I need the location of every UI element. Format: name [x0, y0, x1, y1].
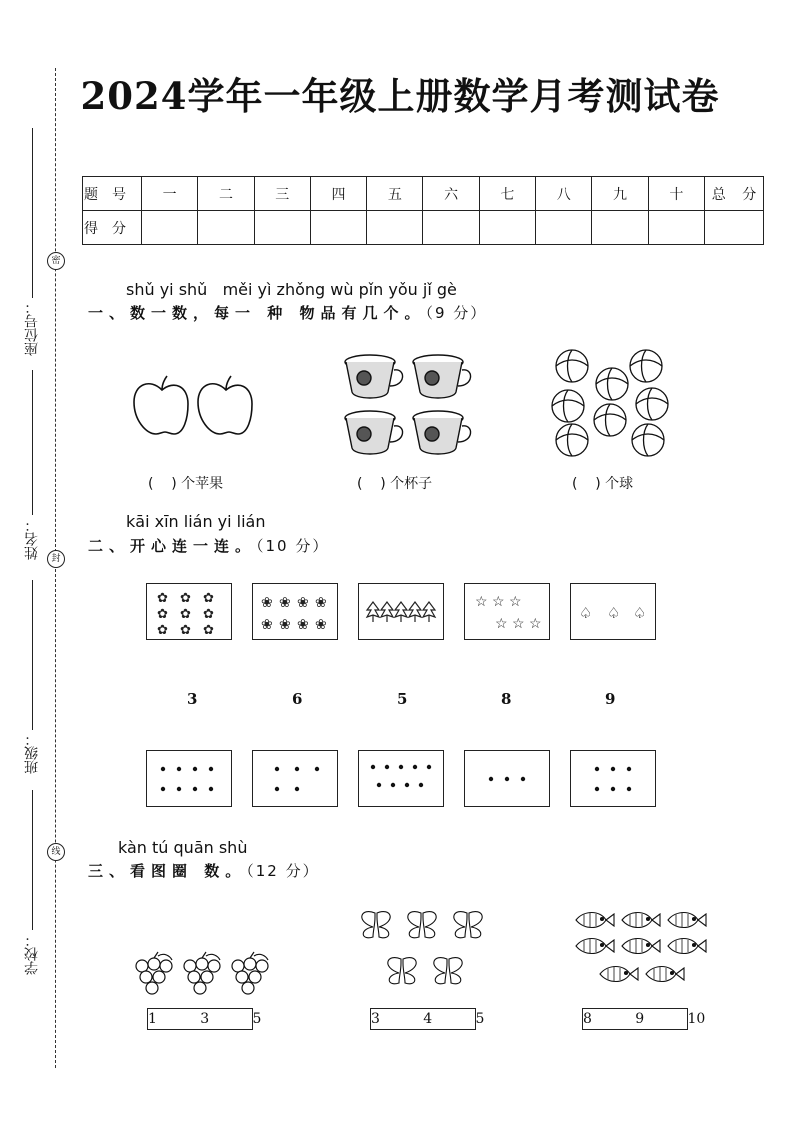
dot-box-3[interactable]	[464, 750, 550, 807]
dots-8	[147, 751, 231, 806]
score-cell[interactable]	[310, 211, 366, 245]
q3-title	[88, 860, 320, 881]
score-cell[interactable]	[705, 211, 764, 245]
flower-icon: ❀	[279, 617, 291, 633]
spade-icon: ♤	[579, 604, 593, 622]
ball	[596, 368, 628, 400]
fish	[576, 939, 614, 954]
choice-box-butterflies[interactable]: 3 4 5	[370, 1008, 476, 1030]
leaf-icon	[367, 602, 379, 622]
fish	[600, 967, 638, 982]
score-cell[interactable]	[423, 211, 479, 245]
grape-bunch	[136, 952, 172, 994]
score-table-header-row	[83, 177, 764, 211]
dot-box-5[interactable]	[252, 750, 338, 807]
ball	[556, 424, 588, 456]
score-label: 得分	[83, 211, 142, 245]
seal-circle-mi: 密	[47, 252, 65, 270]
col-8: 八	[536, 177, 592, 211]
binding-dashed-line	[55, 68, 56, 1068]
spades-3-icons	[571, 584, 655, 639]
q2-pinyin: kāi xīn lián yi lián	[126, 512, 266, 531]
cup	[413, 355, 471, 398]
score-table-score-row	[83, 211, 764, 245]
dot-box-8[interactable]	[146, 750, 232, 807]
q1-caption-cups: ( ) 个杯子	[357, 476, 433, 492]
cup	[345, 411, 403, 454]
star-icon: ☆	[529, 616, 542, 632]
fish	[622, 939, 660, 954]
stars-6-icons	[465, 584, 549, 639]
score-cell[interactable]	[142, 211, 198, 245]
score-cell[interactable]	[479, 211, 535, 245]
seat-number-label: 座位号：	[24, 300, 40, 356]
seal-circle-feng: 封	[47, 550, 65, 568]
school-line	[32, 790, 33, 930]
star-icon: ☆	[492, 594, 505, 610]
class-label: 班级：	[24, 732, 40, 774]
leaf-icon	[395, 602, 407, 622]
choice-box-fish[interactable]: 8 9 10	[582, 1008, 688, 1030]
page-title: 2024学年一年级上册数学月考测试卷	[80, 74, 720, 118]
star-icon: ☆	[495, 616, 508, 632]
dots-6	[571, 751, 655, 806]
name-line	[32, 370, 33, 515]
match-number[interactable]: 3	[187, 690, 198, 708]
q1-points: （9 分）	[425, 304, 488, 322]
q1-caption-apples: ( ) 个苹果	[148, 476, 224, 492]
fish-illustration	[572, 908, 712, 1002]
q2-title-text: 二、开心连一连。	[88, 537, 257, 555]
col-total: 总 分	[705, 177, 764, 211]
flower-icon: ✿	[157, 591, 168, 606]
flowers-9-icons	[147, 584, 231, 639]
flower-icon: ❀	[297, 617, 309, 633]
flower-icon: ❀	[261, 595, 273, 611]
grape-bunch	[184, 952, 220, 994]
apple	[198, 384, 252, 434]
class-line	[32, 580, 33, 730]
apple	[134, 384, 188, 434]
butterfly	[454, 912, 482, 938]
score-cell[interactable]	[592, 211, 648, 245]
q1-title	[88, 302, 487, 323]
q3-points: （12 分）	[246, 862, 320, 880]
match-number[interactable]: 5	[397, 690, 408, 708]
butterfly	[408, 912, 436, 938]
col-6: 六	[423, 177, 479, 211]
flower-icon: ✿	[203, 607, 214, 622]
flower-icon: ❀	[279, 595, 291, 611]
butterfly	[434, 958, 462, 984]
balls-illustration	[548, 348, 670, 460]
q2-title	[88, 535, 329, 556]
picture-box-spades-3[interactable]	[570, 583, 656, 640]
picture-box-leaves-5[interactable]	[358, 583, 444, 640]
score-cell[interactable]	[648, 211, 704, 245]
star-icon: ☆	[475, 594, 488, 610]
grapes-illustration	[130, 950, 278, 1000]
col-9: 九	[592, 177, 648, 211]
score-cell[interactable]	[254, 211, 310, 245]
flower-icon: ❀	[261, 617, 273, 633]
dot-box-6[interactable]	[570, 750, 656, 807]
flowers-8-icons	[253, 584, 337, 639]
leaf-icon	[381, 602, 393, 622]
col-5: 五	[367, 177, 423, 211]
q3-pinyin: kàn tú quān shù	[118, 838, 248, 857]
score-cell[interactable]	[198, 211, 254, 245]
butterfly	[362, 912, 390, 938]
seat-line	[32, 128, 33, 298]
seal-circle-xian: 线	[47, 843, 65, 861]
school-label: 学校：	[24, 933, 40, 975]
leaves-5-icons	[359, 584, 443, 639]
spade-icon: ♤	[633, 604, 647, 622]
dot-box-9[interactable]	[358, 750, 444, 807]
match-number[interactable]: 8	[501, 690, 512, 708]
dots-3	[465, 751, 549, 806]
ball	[630, 350, 662, 382]
star-icon: ☆	[512, 616, 525, 632]
question-number-label: 题号	[83, 177, 142, 211]
score-table	[82, 176, 764, 245]
flower-icon: ❀	[315, 595, 327, 611]
name-label: 姓名：	[24, 518, 40, 560]
cup	[413, 411, 471, 454]
fish	[622, 913, 660, 928]
col-4: 四	[310, 177, 366, 211]
star-icon: ☆	[509, 594, 522, 610]
flower-icon: ❀	[297, 595, 309, 611]
q2-points: （10 分）	[256, 537, 330, 555]
grape-bunch	[232, 952, 268, 994]
flower-icon: ✿	[203, 623, 214, 638]
choice-box-grapes[interactable]: 1 3 5	[147, 1008, 253, 1030]
fish	[646, 967, 684, 982]
q1-caption-balls: ( ) 个球	[572, 476, 634, 492]
fish	[668, 939, 706, 954]
dots-9	[359, 751, 443, 806]
q1-pinyin: shǔ yi shǔ měi yì zhǒng wù pǐn yǒu jǐ gè	[126, 280, 457, 299]
flower-icon: ✿	[180, 591, 191, 606]
picture-box-stars-6[interactable]	[464, 583, 550, 640]
ball	[556, 350, 588, 382]
score-cell[interactable]	[536, 211, 592, 245]
butterfly	[388, 958, 416, 984]
picture-box-flowers-9[interactable]	[146, 583, 232, 640]
apples-illustration	[120, 370, 270, 450]
leaf-icon	[409, 602, 421, 622]
q3-title-text: 三、看图圈 数。	[88, 862, 247, 880]
ball	[636, 388, 668, 420]
col-2: 二	[198, 177, 254, 211]
butterflies-illustration	[355, 907, 489, 997]
flower-icon: ✿	[180, 607, 191, 622]
flower-icon: ✿	[203, 591, 214, 606]
flower-icon: ❀	[315, 617, 327, 633]
leaf-icon	[423, 602, 435, 622]
cups-illustration	[338, 350, 478, 460]
q1-title-text: 一、数一数，每一 种 物品有几个。	[88, 304, 426, 322]
flower-icon: ✿	[180, 623, 191, 638]
col-10: 十	[648, 177, 704, 211]
cup	[345, 355, 403, 398]
score-cell[interactable]	[367, 211, 423, 245]
fish	[668, 913, 706, 928]
picture-box-flowers-8[interactable]	[252, 583, 338, 640]
dots-5	[253, 751, 337, 806]
ball	[552, 390, 584, 422]
flower-icon: ✿	[157, 607, 168, 622]
col-3: 三	[254, 177, 310, 211]
match-number[interactable]: 9	[605, 690, 616, 708]
flower-icon: ✿	[157, 623, 168, 638]
col-1: 一	[142, 177, 198, 211]
ball	[594, 404, 626, 436]
fish	[576, 913, 614, 928]
col-7: 七	[479, 177, 535, 211]
spade-icon: ♤	[607, 604, 621, 622]
ball	[632, 424, 664, 456]
match-number[interactable]: 6	[292, 690, 303, 708]
